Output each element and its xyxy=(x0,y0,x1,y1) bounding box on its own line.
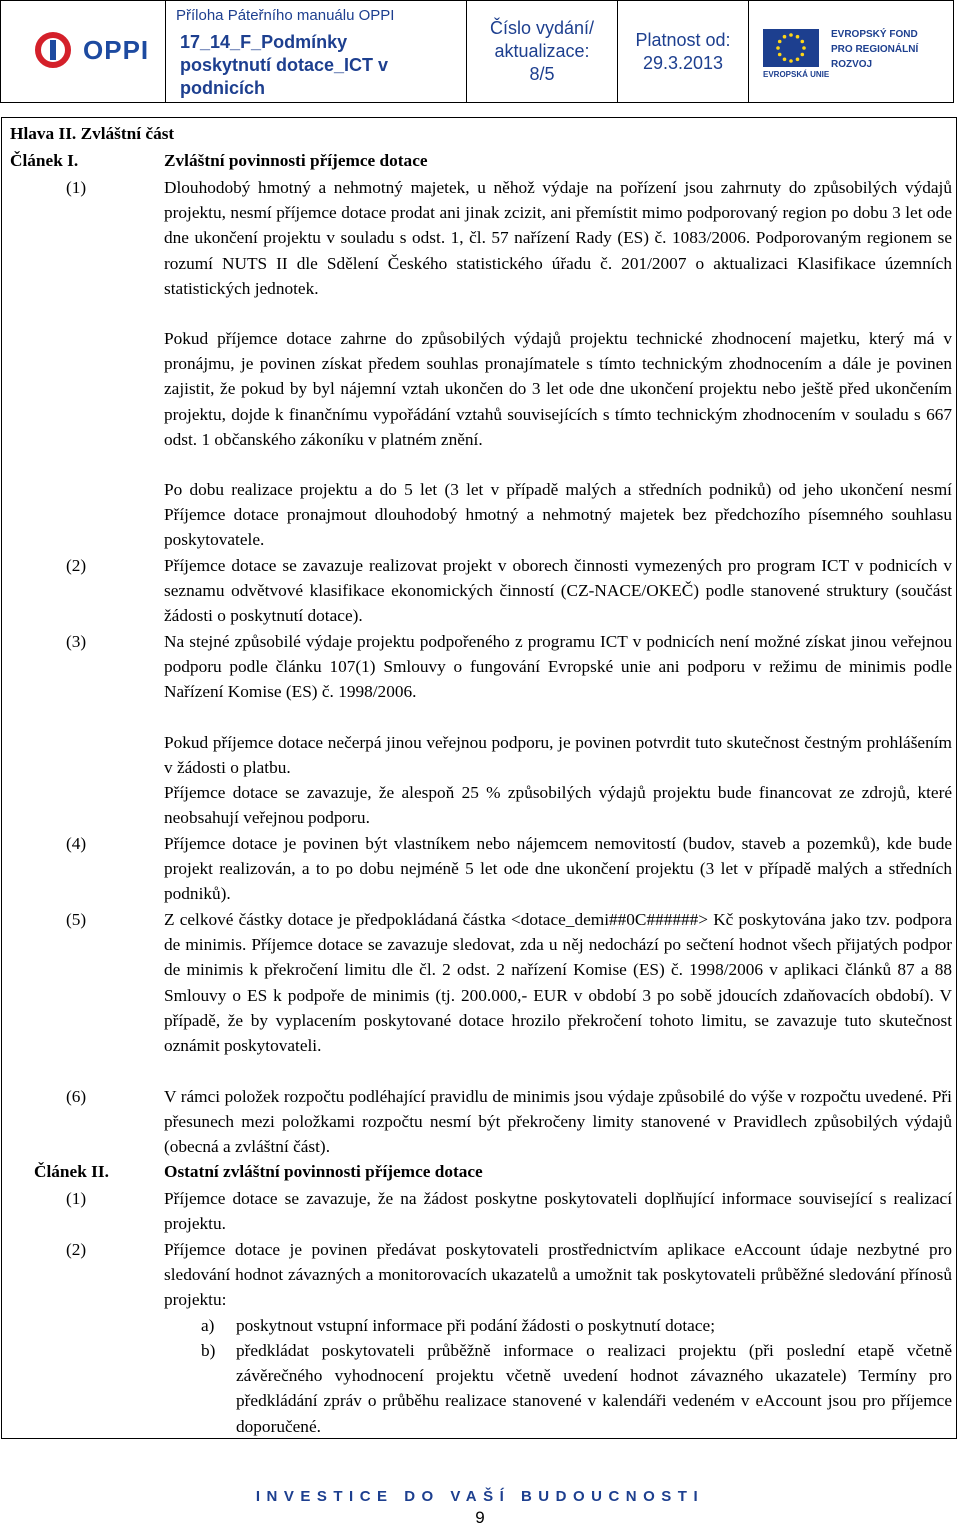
paragraph-number: (2) xyxy=(66,1240,87,1259)
paragraph-3a: Na stejné způsobilé výdaje projektu podpořeného z programu ICT v podnicích není možné získat jinou veřejnou podporu podle článku 107(1) Smlouvy o fungování Evropské unie ani podporu v režimu de minimis podle Nařízení Komise (ES) č. 1998/2006. xyxy=(164,632,952,702)
footer-slogan: INVESTICE DO VAŠÍ BUDOUCNOSTI xyxy=(255,1488,705,1505)
annex-label: Příloha Páteřního manuálu OPPI xyxy=(176,7,395,24)
issue-cell: Číslo vydání/ aktualizace: 8/5 xyxy=(467,1,618,103)
paragraph-1a: Dlouhodobý hmotný a nehmotný majetek, u něhož výdaje na pořízení jsou zahrnuty do způsobilých výdajů projektu, nesmí příjemce dotace prodat ani jinak zcizit, ani přemístit mimo podporovaný region po dobu 3 let ode dne ukončení projektu v souladu s odst. 1, čl. 57 nařízení Rady (ES) č. 1083/2006. Podporovaným regionem se rozumí NUTS II dle Sdělení Českého statistického úřadu č. 201/2007 o aktualizaci Klasifikace územních statistických jednotek. xyxy=(164,178,952,298)
page-number: 9 xyxy=(475,1508,485,1527)
article-2-paragraph-1: Příjemce dotace se zavazuje, že na žádost poskytne poskytovateli doplňující informace související s realizací projektu. xyxy=(164,1189,952,1234)
doc-name: 17_14_F_Podmínky poskytnutí dotace_ICT v podnicích xyxy=(180,32,389,98)
paragraph-number: (1) xyxy=(66,1189,87,1208)
paragraph-number: (3) xyxy=(66,632,87,651)
paragraph-6: V rámci položek rozpočtu podléhající pravidlu de minimis jsou výdaje způsobilé do výše v rozpočtu uvedené. Při přesunech mezi položkami rozpočtu nesmí být překročeny limity stanovené v Pravidlech způsobilých výdajů (obecná a zvláštní část). xyxy=(164,1087,952,1157)
part-title: Hlava II. Zvláštní část xyxy=(10,124,175,143)
validity-cell: Platnost od: 29.3.2013 xyxy=(618,1,749,103)
article-1-title: Zvláštní povinnosti příjemce dotace xyxy=(164,151,428,170)
fund-name: EVROPSKÝ FOND PRO REGIONÁLNÍ ROZVOJ xyxy=(831,29,919,70)
paragraph-4: Příjemce dotace je povinen být vlastníkem nebo nájemcem nemovitostí (budov, staveb a pozemků), kde bude projekt realizován, a to po dobu nejméně 5 let ode dne ukončení projektu (3 let v případě malých a středních podniků). xyxy=(164,834,952,904)
article-1-label: Článek I. xyxy=(10,151,79,170)
oppi-logo-text: OPPI xyxy=(83,35,150,65)
paragraph-2: Příjemce dotace se zavazuje realizovat projekt v oborech činnosti vymezených pro program ICT v podnicích v seznamu odvětvové klasifikace ekonomických činností (CZ-NACE/OKEČ) podle stanovené struktury (součást žádosti o poskytnutí dotace). xyxy=(164,556,952,626)
paragraph-1c: Po dobu realizace projektu a do 5 let (3 let v případě malých a středních podniků) od jeho ukončení nesmí Příjemce dotace pronajmout dlouhodobý hmotný a nehmotný majetek bez předchozího písemného souhlasu poskytovatele. xyxy=(164,480,952,550)
validity-date: 29.3.2013 xyxy=(642,52,724,73)
list-marker: b) xyxy=(201,1341,216,1360)
article-2-paragraph-2: Příjemce dotace je povinen předávat poskytovateli prostřednictvím aplikace eAccount údaje nezbytné pro sledování hodnot závazných a monitorovacích ukazatelů a umožnit tak poskytovateli průběžné sledování přínosů projektu: xyxy=(164,1240,952,1310)
list-marker: a) xyxy=(201,1316,215,1335)
eu-flag-icon xyxy=(763,29,819,67)
eu-logo-cell xyxy=(749,1,954,103)
doc-name-cell xyxy=(166,1,467,103)
paragraph-number: (1) xyxy=(66,178,87,197)
list-item-a: poskytnout vstupní informace při podání žádosti o poskytnutí dotace; xyxy=(236,1316,715,1335)
eu-union-label: EVROPSKÁ UNIE xyxy=(763,70,830,79)
paragraph-number: (5) xyxy=(66,910,87,929)
paragraph-1b: Pokud příjemce dotace zahrne do způsobilých výdajů projektu technické zhodnocení majetku, který má v pronájmu, je povinen získat předem souhlas pronajímatele s tímto technickým zhodnocením a dále je povinen zajistit, že pokud by byl nájemní vztah ukončen do 3 let ode dne ukončení projektu nebo ještě před ukončením projektu, dojde k finančnímu vypořádání vztahů souvisejících s tímto technickým zhodnocením v souladu s 667 odst. 1 občanského zákoníku v platném znění. xyxy=(164,329,952,449)
paragraph-3c: Příjemce dotace se zavazuje, že alespoň 25 % způsobilých výdajů projektu bude financovat ze zdrojů, které neobsahují veřejnou podporu. xyxy=(164,783,952,828)
paragraph-number: (2) xyxy=(66,556,87,575)
document-header xyxy=(0,0,960,103)
paragraph-5: Z celkové částky dotace je předpokládaná částka <dotace_demi##0C######> Kč poskytována jako tzv. podpora de minimis. Příjemce dotace se zavazuje sledovat, zda u něj nedochází po sečtení hodnot všech přijatých podpor de minimis k překročení limitu dle čl. 2 odst. 2 nařízení Komise (ES) č. 1998/2006 v aplikaci článků 87 a 88 Smlouvy o ES k podpoře de minimis (tj. 200.000,- EUR v období 3 po sobě jdoucích zdaňovacích období). V případě, že by vyplacením poskytované dotace hrozilo překročení tohoto limitu, se zavazuje tuto skutečnost oznámit poskytovateli. xyxy=(164,910,952,1056)
article-2-title: Ostatní zvláštní povinnosti příjemce dotace xyxy=(164,1162,483,1181)
header-table xyxy=(0,0,954,103)
issue-value: 8/5 xyxy=(529,64,555,84)
list-item-b: předkládat poskytovateli průběžně informace o realizaci projektu (při poslední etapě včetně závěrečného vyhodnocení projektu včetně uvedení hodnot závazného ukazatele) Termíny pro předkládání zpráv o průběhu realizace stanovené v kalendáři vedeném v eAccount jsou pro příjemce doporučené. xyxy=(236,1341,952,1436)
paragraph-number: (4) xyxy=(66,834,87,853)
oppi-mark-icon xyxy=(35,32,71,68)
paragraph-number: (6) xyxy=(66,1087,87,1106)
article-2-label: Článek II. xyxy=(34,1162,109,1181)
oppi-logo xyxy=(1,1,166,103)
paragraph-3b: Pokud příjemce dotace nečerpá jinou veřejnou podporu, je povinen potvrdit tuto skutečnost čestným prohlášením v žádosti o platbu. xyxy=(164,733,952,778)
